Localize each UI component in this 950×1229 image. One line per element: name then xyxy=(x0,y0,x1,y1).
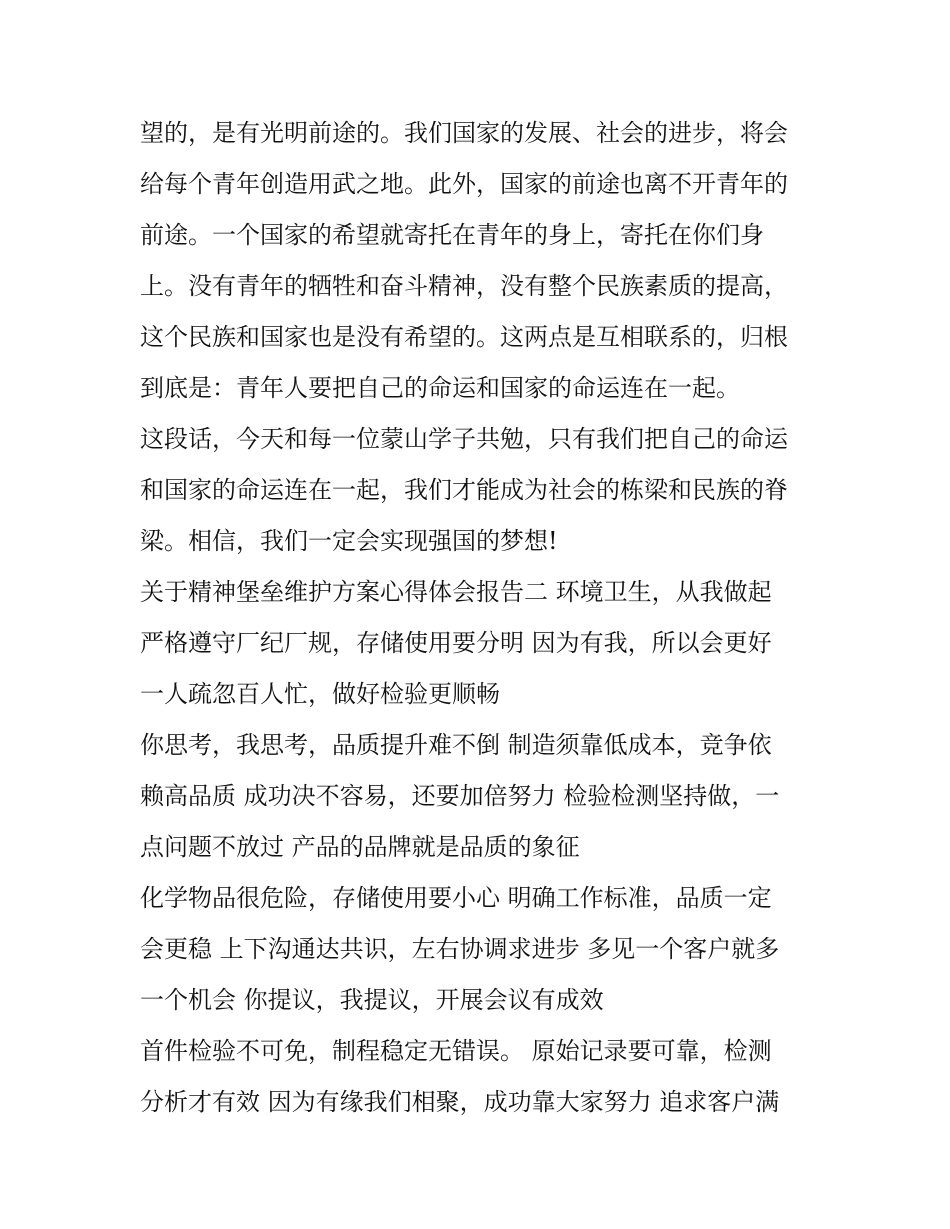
text-line: 分析才有效 因为有缘我们相聚，成功靠大家努力 追求客户满 xyxy=(140,1088,780,1116)
text-line: 关于精神堡垒维护方案心得体会报告二 环境卫生，从我做起 xyxy=(140,578,772,606)
text-line: 首件检验不可免，制程稳定无错误。 原始记录要可靠，检测 xyxy=(140,1037,772,1065)
text-line: 赖高品质 成功决不容易，还要加倍努力 检验检测坚持做，一 xyxy=(140,782,780,810)
text-line: 严格遵守厂纪厂规，存储使用要分明 因为有我，所以会更好 xyxy=(140,629,772,657)
text-line: 这段话，今天和每一位蒙山学子共勉，只有我们把自己的命运 xyxy=(140,425,788,453)
text-line: 化学物品很危险，存储使用要小心 明确工作标准，品质一定 xyxy=(140,884,772,912)
text-line: 上。没有青年的牺牲和奋斗精神，没有整个民族素质的提高， xyxy=(140,272,788,300)
text-line: 这个民族和国家也是没有希望的。这两点是互相联系的，归根 xyxy=(140,323,788,351)
body-text xyxy=(140,108,820,1128)
text-line: 你思考，我思考，品质提升难不倒 制造须靠低成本，竞争依 xyxy=(140,731,772,759)
text-line: 给每个青年创造用武之地。此外，国家的前途也离不开青年的 xyxy=(140,170,788,198)
text-line: 望的，是有光明前途的。我们国家的发展、社会的进步，将会 xyxy=(140,119,788,147)
text-line: 前途。一个国家的希望就寄托在青年的身上，寄托在你们身 xyxy=(140,221,764,249)
text-line: 和国家的命运连在一起，我们才能成为社会的栋梁和民族的脊 xyxy=(140,476,788,504)
text-line: 一个机会 你提议，我提议，开展会议有成效 xyxy=(140,986,604,1014)
text-line: 一人疏忽百人忙，做好检验更顺畅 xyxy=(140,680,500,708)
text-line: 梁。相信，我们一定会实现强国的梦想! xyxy=(140,527,558,555)
text-line: 会更稳 上下沟通达共识，左右协调求进步 多见一个客户就多 xyxy=(140,935,780,963)
text-line: 到底是：青年人要把自己的命运和国家的命运连在一起。 xyxy=(140,374,740,402)
text-line: 点问题不放过 产品的品牌就是品质的象征 xyxy=(140,833,580,861)
